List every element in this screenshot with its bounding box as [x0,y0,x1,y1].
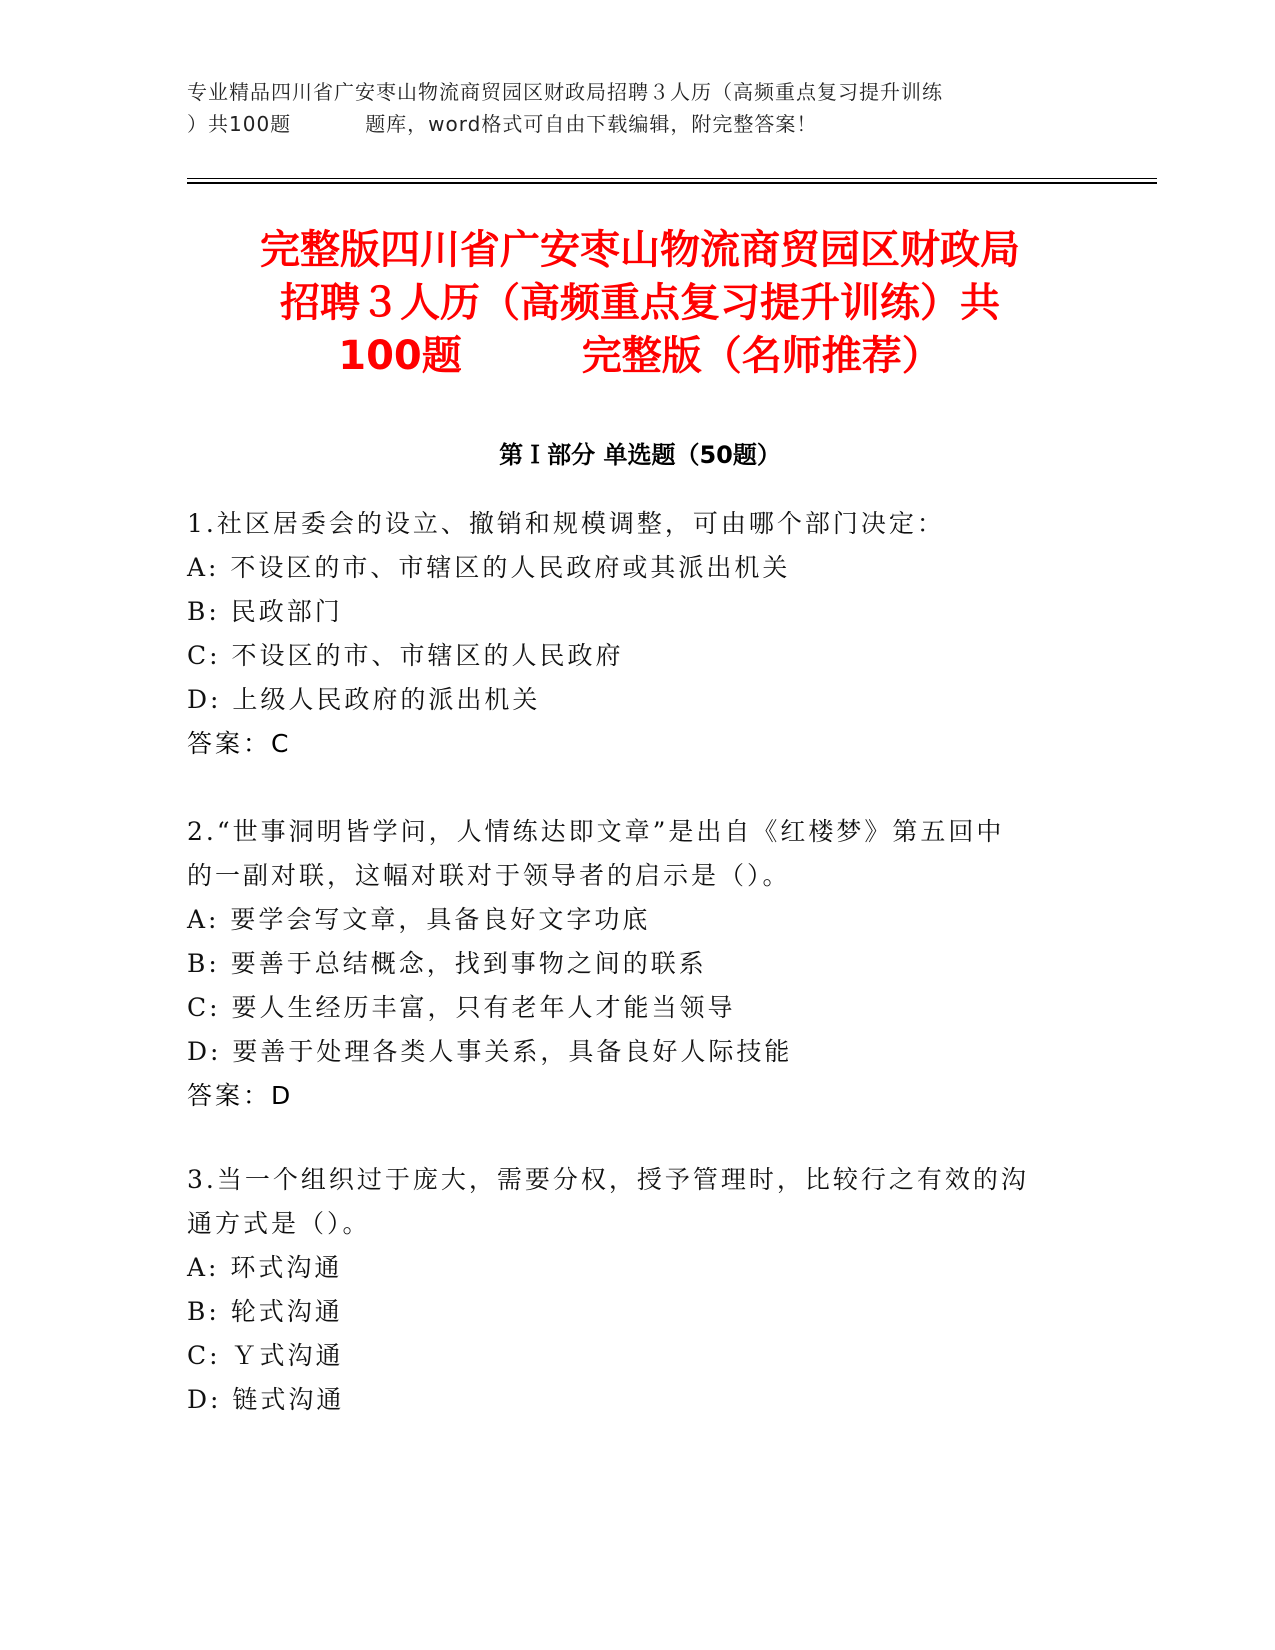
header-line-2-part-a: ）共100题 [187,112,292,136]
header-divider-thin [187,178,1157,179]
header-line-2 [187,108,1107,140]
title-line-3-part-b: 完整版（名师推荐） [581,333,942,379]
header-divider-thick [187,182,1157,184]
title-line-1: 完整版四川省广安枣山物流商贸园区财政局 [260,227,1020,273]
question-1-option-d: D: 上级人民政府的派出机关 [187,685,541,714]
question-3-stem-line-1: 3.当一个组织过于庞大，需要分权，授予管理时，比较行之有效的沟 [187,1165,1029,1194]
question-2-option-a: A: 要学会写文章，具备良好文字功底 [187,905,651,934]
question-2-answer: 答案：D [187,1081,294,1110]
question-2-option-d: D: 要善于处理各类人事关系，具备良好人际技能 [187,1037,793,1066]
question-2-option-c: C: 要人生经历丰富，只有老年人才能当领导 [187,993,736,1022]
document-header [187,76,1107,140]
question-3-option-c: C: Ｙ式沟通 [187,1341,344,1370]
question-2-option-b: B: 要善于总结概念，找到事物之间的联系 [187,949,707,978]
question-2-stem-line-1: 2.“世事洞明皆学问，人情练达即文章”是出自《红楼梦》第五回中 [187,817,1005,846]
question-2-stem-line-2: 的一副对联，这幅对联对于领导者的启示是（）。 [187,861,791,890]
title-line-3 [180,330,1100,383]
title-line-2: 招聘３人历（高频重点复习提升训练）共 [280,280,1000,326]
question-3-option-a: A: 环式沟通 [187,1253,343,1282]
question-3-stem-line-2: 通方式是（）。 [187,1209,371,1238]
document-title [180,224,1100,383]
question-1-option-b: B: 民政部门 [187,597,343,626]
question-1-option-a: A: 不设区的市、市辖区的人民政府或其派出机关 [187,553,791,582]
question-3-option-d: D: 链式沟通 [187,1385,345,1414]
question-1-answer: 答案：C [187,729,292,758]
question-3-option-b: B: 轮式沟通 [187,1297,343,1326]
section-title: 第Ｉ部分 单选题（50题） [499,441,781,469]
header-line-2-part-b: 题库，word格式可自由下载编辑，附完整答案！ [365,112,818,136]
question-1-option-c: C: 不设区的市、市辖区的人民政府 [187,641,624,670]
title-line-3-part-a: 100题 [338,333,462,379]
header-line-1: 专业精品四川省广安枣山物流商贸园区财政局招聘３人历（高频重点复习提升训练 [187,80,943,104]
question-1-stem: 1.社区居委会的设立、撤销和规模调整，可由哪个部门决定： [187,509,945,538]
